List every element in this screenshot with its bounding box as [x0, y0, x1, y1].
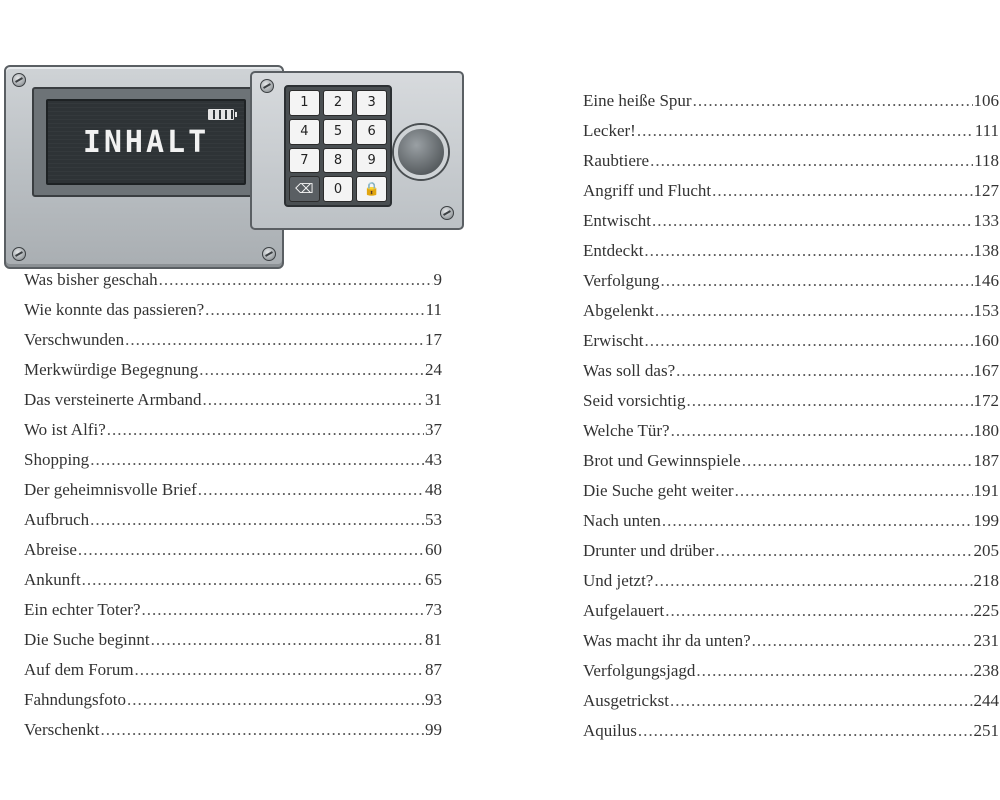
toc-entry[interactable]	[583, 416, 999, 446]
toc-entry-page: 146	[973, 271, 999, 290]
toc-leader-dots	[665, 596, 972, 626]
screw-icon	[12, 73, 26, 87]
toc-entry-page: 244	[973, 691, 999, 710]
toc-entry-title: Shopping	[24, 450, 90, 469]
key-0: 0	[323, 176, 354, 202]
toc-entry-page: 93	[425, 690, 442, 709]
toc-entry-title: Abreise	[24, 540, 77, 559]
toc-entry-title: Lecker!	[583, 121, 636, 140]
toc-entry[interactable]	[583, 506, 999, 536]
toc-entry-title: Was bisher geschah	[24, 270, 158, 289]
screw-icon	[440, 206, 454, 220]
toc-entry[interactable]	[24, 625, 442, 655]
toc-entry[interactable]	[24, 355, 442, 385]
screw-icon	[260, 79, 274, 93]
toc-entry[interactable]	[583, 206, 999, 236]
toc-entry-title: Eine heiße Spur	[583, 91, 692, 110]
toc-entry-title: Aufgelauert	[583, 601, 665, 620]
toc-entry[interactable]	[24, 535, 442, 565]
toc-entry-page: 138	[973, 241, 999, 260]
lock-icon: 🔒	[356, 176, 387, 202]
toc-entry[interactable]	[583, 476, 999, 506]
toc-leader-dots	[671, 416, 973, 446]
toc-entry-title: Verschwunden	[24, 330, 125, 349]
toc-leader-dots	[199, 355, 424, 385]
toc-entry[interactable]	[583, 116, 999, 146]
toc-entry-page: 11	[425, 300, 442, 319]
toc-leader-dots	[205, 295, 425, 325]
toc-entry-page: 231	[973, 631, 999, 650]
screen-frame	[32, 87, 258, 197]
toc-entry-title: Merkwürdige Begegnung	[24, 360, 199, 379]
toc-leader-dots	[735, 476, 973, 506]
toc-leader-dots	[82, 565, 424, 595]
toc-entry-page: 81	[425, 630, 442, 649]
keypad	[284, 85, 392, 207]
toc-entry-title: Ein echter Toter?	[24, 600, 141, 619]
key-6: 6	[356, 119, 387, 145]
screw-icon	[262, 247, 276, 261]
toc-entry-page: 172	[973, 391, 999, 410]
toc-entry[interactable]	[583, 686, 999, 716]
toc-leader-dots	[90, 445, 424, 475]
toc-entry-title: Was macht ihr da unten?	[583, 631, 751, 650]
toc-entry[interactable]	[583, 566, 999, 596]
toc-leader-dots	[654, 566, 972, 596]
toc-leader-dots	[660, 266, 972, 296]
lcd-screen	[46, 99, 246, 185]
toc-entry-title: Was soll das?	[583, 361, 676, 380]
toc-entry-title: Ankunft	[24, 570, 81, 589]
toc-entry-title: Angriff und Flucht	[583, 181, 712, 200]
toc-entry-page: 118	[974, 151, 999, 170]
toc-entry-page: 24	[425, 360, 442, 379]
toc-entry-page: 37	[425, 420, 442, 439]
toc-leader-dots	[638, 716, 973, 746]
key-9: 9	[356, 148, 387, 174]
backspace-icon: ⌫	[289, 176, 320, 202]
toc-entry[interactable]	[24, 475, 442, 505]
toc-entry[interactable]	[583, 446, 999, 476]
toc-entry[interactable]	[24, 295, 442, 325]
toc-leader-dots	[696, 656, 972, 686]
key-1: 1	[289, 90, 320, 116]
toc-leader-dots	[655, 296, 973, 326]
toc-leader-dots	[662, 506, 973, 536]
toc-leader-dots	[670, 686, 973, 716]
toc-leader-dots	[742, 446, 973, 476]
toc-entry-title: Die Suche geht weiter	[583, 481, 734, 500]
toc-entry-title: Raubtiere	[583, 151, 650, 170]
battery-icon	[208, 109, 234, 120]
toc-leader-dots	[135, 655, 424, 685]
keypad-panel	[250, 71, 464, 230]
toc-entry-page: 238	[973, 661, 999, 680]
toc-entry[interactable]	[583, 266, 999, 296]
toc-entry-title: Brot und Gewinnspiele	[583, 451, 741, 470]
toc-leader-dots	[151, 625, 424, 655]
toc-entry-page: 106	[973, 91, 999, 110]
toc-entry-title: Die Suche beginnt	[24, 630, 150, 649]
toc-entry[interactable]	[583, 176, 999, 206]
toc-leader-dots	[637, 116, 974, 146]
toc-entry[interactable]	[583, 716, 999, 746]
toc-entry-title: Wie konnte das passieren?	[24, 300, 205, 319]
toc-entry[interactable]	[24, 325, 442, 355]
toc-entry-title: Ausgetrickst	[583, 691, 669, 710]
toc-entry-page: 87	[425, 660, 442, 679]
key-2: 2	[323, 90, 354, 116]
toc-entry-title: Wo ist Alfi?	[24, 420, 106, 439]
toc-entry[interactable]	[24, 445, 442, 475]
toc-leader-dots	[127, 685, 424, 715]
toc-entry-title: Verfolgungsjagd	[583, 661, 696, 680]
toc-entry-page: 99	[425, 720, 442, 739]
toc-entry-title: Und jetzt?	[583, 571, 654, 590]
toc-entry-title: Erwischt	[583, 331, 644, 350]
toc-entry-page: 53	[425, 510, 442, 529]
toc-entry[interactable]	[583, 386, 999, 416]
toc-entry-page: 111	[974, 121, 999, 140]
toc-entry-title: Seid vorsichtig	[583, 391, 686, 410]
toc-leader-dots	[693, 86, 973, 116]
toc-leader-dots	[752, 626, 973, 656]
toc-entry-page: 65	[425, 570, 442, 589]
toc-leader-dots	[712, 176, 972, 206]
toc-entry-page: 9	[433, 270, 442, 289]
toc-leader-dots	[650, 146, 973, 176]
round-button	[394, 125, 448, 179]
toc-entry[interactable]	[24, 715, 442, 745]
toc-entry-page: 153	[973, 301, 999, 320]
toc-entry-title: Verfolgung	[583, 271, 660, 290]
toc-entry-page: 31	[425, 390, 442, 409]
toc-entry[interactable]	[24, 595, 442, 625]
toc-leader-dots	[676, 356, 972, 386]
toc-entry-title: Nach unten	[583, 511, 661, 530]
toc-leader-dots	[142, 595, 425, 625]
toc-entry[interactable]	[24, 415, 442, 445]
toc-entry-title: Abgelenkt	[583, 301, 654, 320]
toc-leader-dots	[644, 326, 972, 356]
key-7: 7	[289, 148, 320, 174]
toc-entry[interactable]	[583, 656, 999, 686]
toc-entry[interactable]	[24, 385, 442, 415]
toc-entry[interactable]	[583, 626, 999, 656]
key-4: 4	[289, 119, 320, 145]
toc-entry-page: 225	[973, 601, 999, 620]
toc-entry-title: Aquilus	[583, 721, 637, 740]
toc-entry-page: 17	[425, 330, 442, 349]
toc-leader-dots	[159, 265, 433, 295]
key-5: 5	[323, 119, 354, 145]
keypad-device-illustration	[0, 55, 470, 235]
key-8: 8	[323, 148, 354, 174]
toc-entry[interactable]	[24, 265, 442, 295]
toc-entry-page: 48	[425, 480, 442, 499]
key-3: 3	[356, 90, 387, 116]
toc-entry[interactable]	[583, 356, 999, 386]
toc-entry-title: Fahndungsfoto	[24, 690, 126, 709]
toc-entry-title: Entwischt	[583, 211, 651, 230]
toc-entry-page: 187	[973, 451, 999, 470]
toc-entry-page: 180	[973, 421, 999, 440]
toc-entry-page: 73	[425, 600, 442, 619]
toc-leader-dots	[644, 236, 972, 266]
toc-entry[interactable]	[583, 146, 999, 176]
toc-entry-title: Der geheimnisvolle Brief	[24, 480, 197, 499]
toc-entry-page: 218	[973, 571, 999, 590]
toc-entry-title: Welche Tür?	[583, 421, 670, 440]
screw-icon	[12, 247, 26, 261]
toc-entry[interactable]	[583, 596, 999, 626]
toc-leader-dots	[198, 475, 424, 505]
screen-panel	[4, 65, 284, 269]
toc-entry[interactable]	[24, 565, 442, 595]
toc-entry[interactable]	[583, 296, 999, 326]
toc-leader-dots	[686, 386, 972, 416]
toc-entry-page: 251	[973, 721, 999, 740]
toc-entry-page: 133	[973, 211, 999, 230]
toc-leader-dots	[652, 206, 973, 236]
toc-leader-dots	[78, 535, 424, 565]
toc-entry[interactable]	[583, 536, 999, 566]
toc-entry-page: 191	[973, 481, 999, 500]
toc-entry-page: 167	[973, 361, 999, 380]
toc-entry-title: Das versteinerte Armband	[24, 390, 202, 409]
toc-leader-dots	[101, 715, 424, 745]
toc-entry-title: Entdeckt	[583, 241, 644, 260]
toc-entry[interactable]	[24, 505, 442, 535]
screen-title: INHALT	[82, 125, 210, 160]
toc-entry-page: 43	[425, 450, 442, 469]
toc-entry-page: 199	[973, 511, 999, 530]
toc-entry[interactable]	[24, 655, 442, 685]
toc-leader-dots	[203, 385, 425, 415]
toc-entry-title: Auf dem Forum	[24, 660, 134, 679]
toc-leader-dots	[715, 536, 972, 566]
toc-entry[interactable]	[583, 326, 999, 356]
toc-entry[interactable]	[583, 236, 999, 266]
toc-left-column	[24, 265, 442, 745]
toc-entry[interactable]	[583, 86, 999, 116]
toc-entry-page: 160	[973, 331, 999, 350]
toc-leader-dots	[125, 325, 424, 355]
toc-entry[interactable]	[24, 685, 442, 715]
toc-right-column	[583, 86, 999, 746]
toc-entry-page: 127	[973, 181, 999, 200]
toc-entry-title: Aufbruch	[24, 510, 90, 529]
toc-leader-dots	[107, 415, 424, 445]
toc-entry-page: 60	[425, 540, 442, 559]
toc-entry-title: Verschenkt	[24, 720, 100, 739]
toc-entry-title: Drunter und drüber	[583, 541, 715, 560]
toc-leader-dots	[90, 505, 424, 535]
toc-entry-page: 205	[973, 541, 999, 560]
